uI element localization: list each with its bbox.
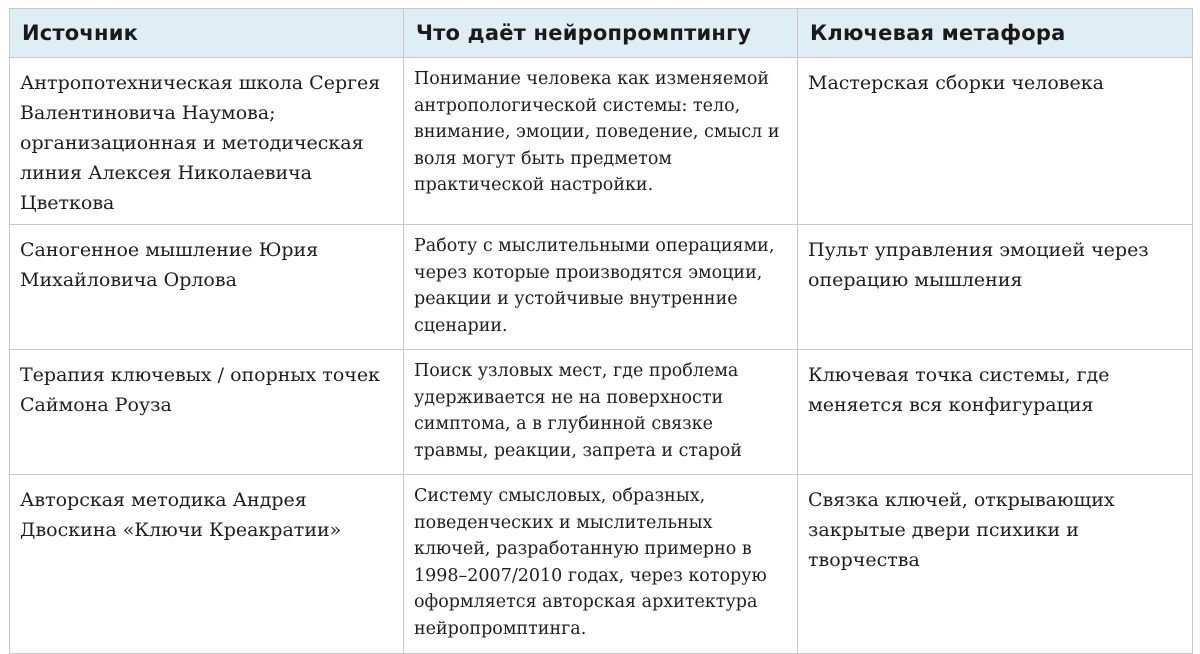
cell-gives: Понимание человека как изменяемой антропологической системы: тело, внимание, эмоции, поведение, смысл и воля могут быть предметом практической настройки. xyxy=(404,58,798,225)
cell-source: Терапия ключевых / опорных точек Саймона Роуза xyxy=(10,350,404,475)
cell-metaphor: Пульт управления эмоцией через операцию мышления xyxy=(798,225,1193,350)
table-row xyxy=(10,225,1193,350)
header-gives: Что даёт нейропромптингу xyxy=(404,9,798,58)
cell-metaphor: Связка ключей, открывающих закрытые двери психики и творчества xyxy=(798,475,1193,654)
cell-metaphor: Мастерская сборки человека xyxy=(798,58,1193,225)
cell-source: Авторская методика Андрея Двоскина «Ключи Креакратии» xyxy=(10,475,404,654)
table-body xyxy=(10,58,1193,654)
cell-metaphor: Ключевая точка системы, где меняется вся конфигурация xyxy=(798,350,1193,475)
header-row xyxy=(10,9,1193,58)
cell-source: Саногенное мышление Юрия Михайловича Орлова xyxy=(10,225,404,350)
cell-gives: Поиск узловых мест, где проблема удерживается не на поверхности симптома, а в глубинной связке травмы, реакции, запрета и старой xyxy=(404,350,798,475)
cell-gives: Работу с мыслительными операциями, через которые производятся эмоции, реакции и устойчивые внутренние сценарии. xyxy=(404,225,798,350)
table-header xyxy=(10,9,1193,58)
header-source: Источник xyxy=(10,9,404,58)
table-row xyxy=(10,350,1193,475)
table-row xyxy=(10,58,1193,225)
comparison-table xyxy=(9,8,1193,654)
cell-gives: Систему смысловых, образных, поведенческих и мыслительных ключей, разработанную примерно в 1998–2007/2010 годах, через которую оформляется авторская архитектура нейропромптинга. xyxy=(404,475,798,654)
table-row xyxy=(10,475,1193,654)
cell-source: Антропотехническая школа Сергея Валентиновича Наумова; организационная и методическая линия Алексея Николаевича Цветкова xyxy=(10,58,404,225)
header-metaphor: Ключевая метафора xyxy=(798,9,1193,58)
